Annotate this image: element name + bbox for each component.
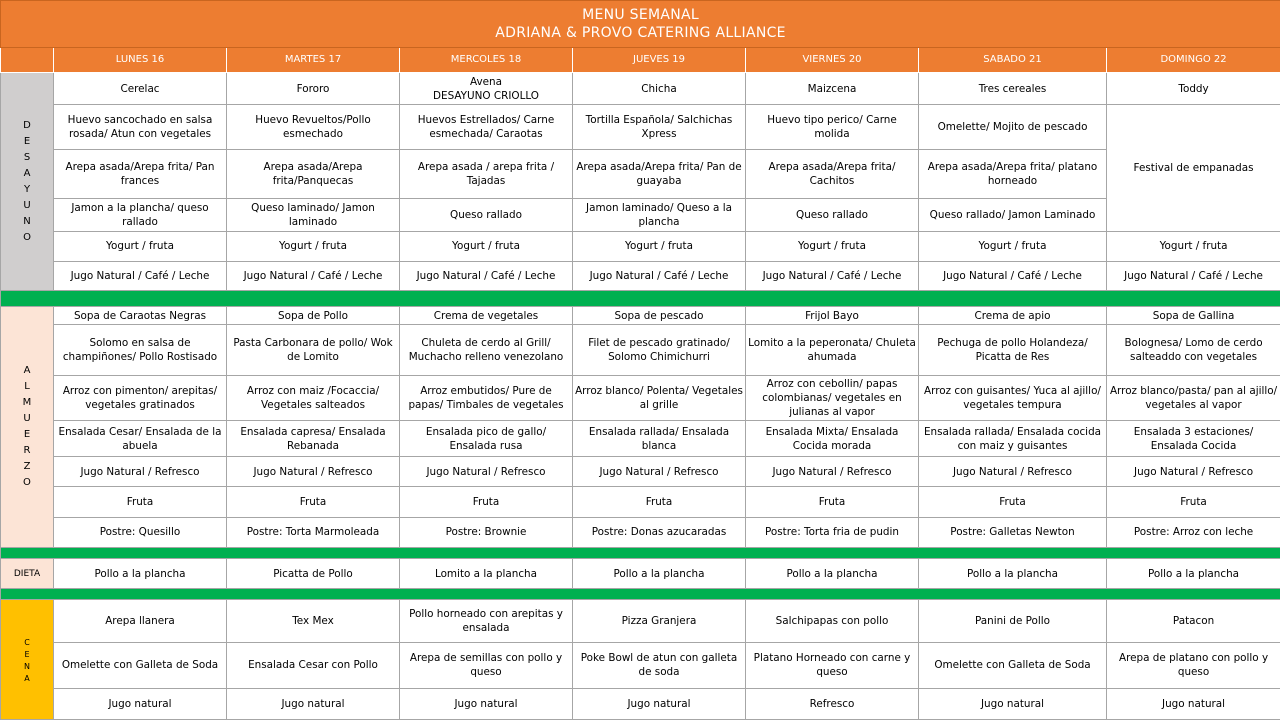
menu-cell: Tex Mex — [227, 600, 400, 642]
menu-cell: Arroz con pimenton/ arepitas/ vegetales gratinados — [54, 375, 227, 420]
day-header: MERCOLES 18 — [400, 48, 573, 73]
almuerzo-row — [1, 325, 1280, 375]
menu-cell: Fruta — [54, 487, 227, 518]
menu-cell: Salchipapas con pollo — [746, 600, 919, 642]
menu-cell: Ensalada Cesar/ Ensalada de la abuela — [54, 421, 227, 457]
menu-cell: Omelette con Galleta de Soda — [54, 642, 227, 688]
day-header: DOMINGO 22 — [1107, 48, 1280, 73]
menu-cell: Cerelac — [54, 73, 227, 105]
menu-body — [1, 1, 1280, 720]
menu-cell: Arepa asada/Arepa frita/ Pan frances — [54, 150, 227, 198]
menu-cell: Queso rallado — [400, 198, 573, 231]
menu-cell: Jugo Natural / Refresco — [400, 457, 573, 487]
menu-cell: Jugo Natural / Refresco — [919, 457, 1107, 487]
menu-cell: Arroz blanco/pasta/ pan al ajillo/ vegetales al vapor — [1107, 375, 1280, 420]
menu-cell: Toddy — [1107, 73, 1280, 105]
menu-cell: Ensalada pico de gallo/ Ensalada rusa — [400, 421, 573, 457]
menu-cell: Arepa llanera — [54, 600, 227, 642]
menu-cell: Jugo Natural / Café / Leche — [400, 261, 573, 291]
almuerzo-row — [1, 306, 1280, 325]
desayuno-row — [1, 105, 1280, 150]
menu-cell: Jugo Natural / Café / Leche — [573, 261, 746, 291]
menu-cell: Yogurt / fruta — [746, 231, 919, 261]
almuerzo-row — [1, 517, 1280, 547]
menu-cell: Jugo natural — [1107, 688, 1280, 719]
menu-cell: Queso rallado — [746, 198, 919, 231]
menu-cell: Avena DESAYUNO CRIOLLO — [400, 73, 573, 105]
menu-cell: Solomo en salsa de champiñones/ Pollo Rostisado — [54, 325, 227, 375]
section-label-almuerzo-text: A L M U E R Z O — [22, 364, 32, 488]
menu-cell: Ensalada Cesar con Pollo — [227, 642, 400, 688]
menu-cell: Yogurt / fruta — [227, 231, 400, 261]
separator-bar — [1, 291, 1280, 306]
menu-cell: Jugo Natural / Refresco — [227, 457, 400, 487]
menu-cell: Lomito a la plancha — [400, 559, 573, 589]
menu-cell: Arepa asada/Arepa frita/ Cachitos — [746, 150, 919, 198]
menu-cell: Arepa de semillas con pollo y queso — [400, 642, 573, 688]
menu-cell: Arepa de platano con pollo y queso — [1107, 642, 1280, 688]
menu-cell: Refresco — [746, 688, 919, 719]
menu-cell: Jugo Natural / Refresco — [573, 457, 746, 487]
menu-cell: Pollo a la plancha — [1107, 559, 1280, 589]
menu-cell: Fruta — [573, 487, 746, 518]
menu-cell: Filet de pescado gratinado/ Solomo Chimichurri — [573, 325, 746, 375]
menu-cell: Yogurt / fruta — [573, 231, 746, 261]
desayuno-row — [1, 150, 1280, 198]
menu-cell: Omelette/ Mojito de pescado — [919, 105, 1107, 150]
menu-cell: Jugo Natural / Refresco — [746, 457, 919, 487]
menu-cell: Huevo Revueltos/Pollo esmechado — [227, 105, 400, 150]
menu-cell: Bolognesa/ Lomo de cerdo salteaddo con vegetales — [1107, 325, 1280, 375]
menu-cell: Jugo Natural / Refresco — [1107, 457, 1280, 487]
menu-cell: Jugo natural — [919, 688, 1107, 719]
menu-cell: Sopa de Pollo — [227, 306, 400, 325]
menu-cell: Fruta — [1107, 487, 1280, 518]
menu-cell: Ensalada 3 estaciones/ Ensalada Cocida — [1107, 421, 1280, 457]
day-header: VIERNES 20 — [746, 48, 919, 73]
dieta-row — [1, 559, 1280, 589]
day-header: MARTES 17 — [227, 48, 400, 73]
almuerzo-row — [1, 375, 1280, 420]
menu-cell: Jugo Natural / Café / Leche — [1107, 261, 1280, 291]
menu-cell: Patacon — [1107, 600, 1280, 642]
menu-cell: Panini de Pollo — [919, 600, 1107, 642]
desayuno-row — [1, 73, 1280, 105]
menu-cell: Arroz con cebollin/ papas colombianas/ vegetales en julianas al vapor — [746, 375, 919, 420]
menu-cell: Arroz embutidos/ Pure de papas/ Timbales de vegetales — [400, 375, 573, 420]
menu-cell: Pollo a la plancha — [919, 559, 1107, 589]
menu-cell: Picatta de Pollo — [227, 559, 400, 589]
menu-cell: Postre: Torta Marmoleada — [227, 517, 400, 547]
menu-cell: Pizza Granjera — [573, 600, 746, 642]
menu-cell: Fruta — [227, 487, 400, 518]
day-header-row — [1, 48, 1280, 73]
menu-cell: Jugo natural — [573, 688, 746, 719]
menu-cell: Sopa de Gallina — [1107, 306, 1280, 325]
almuerzo-row — [1, 457, 1280, 487]
menu-cell: Arroz con maiz /Focaccia/ Vegetales salteados — [227, 375, 400, 420]
day-header: JUEVES 19 — [573, 48, 746, 73]
menu-cell: Jugo Natural / Café / Leche — [54, 261, 227, 291]
section-label-cena-text: C E N A — [24, 637, 30, 683]
menu-cell: Chuleta de cerdo al Grill/ Muchacho relleno venezolano — [400, 325, 573, 375]
menu-cell: Maizcena — [746, 73, 919, 105]
menu-cell: Lomito a la peperonata/ Chuleta ahumada — [746, 325, 919, 375]
menu-cell: Fruta — [746, 487, 919, 518]
menu-cell: Arepa asada/Arepa frita/ Pan de guayaba — [573, 150, 746, 198]
menu-cell: Frijol Bayo — [746, 306, 919, 325]
menu-cell: Ensalada rallada/ Ensalada blanca — [573, 421, 746, 457]
menu-cell: Jugo Natural / Café / Leche — [227, 261, 400, 291]
menu-cell: Jugo natural — [54, 688, 227, 719]
desayuno-row — [1, 198, 1280, 231]
header-corner — [1, 48, 54, 73]
menu-cell: Pasta Carbonara de pollo/ Wok de Lomito — [227, 325, 400, 375]
menu-cell: Arepa asada / arepa frita / Tajadas — [400, 150, 573, 198]
menu-cell: Jugo Natural / Café / Leche — [919, 261, 1107, 291]
menu-cell: Pollo a la plancha — [746, 559, 919, 589]
menu-cell: Queso rallado/ Jamon Laminado — [919, 198, 1107, 231]
day-header: SABADO 21 — [919, 48, 1107, 73]
menu-cell: Crema de apio — [919, 306, 1107, 325]
menu-cell: Arepa asada/Arepa frita/ platano horneado — [919, 150, 1107, 198]
menu-cell: Pollo a la plancha — [573, 559, 746, 589]
menu-cell-merged: Festival de empanadas — [1107, 105, 1280, 232]
menu-cell: Arepa asada/Arepa frita/Panquecas — [227, 150, 400, 198]
title-row — [1, 1, 1280, 48]
menu-cell: Postre: Galletas Newton — [919, 517, 1107, 547]
menu-cell: Postre: Torta fria de pudin — [746, 517, 919, 547]
menu-cell: Fruta — [400, 487, 573, 518]
menu-cell: Arroz con guisantes/ Yuca al ajillo/ vegetales tempura — [919, 375, 1107, 420]
menu-cell: Chicha — [573, 73, 746, 105]
menu-cell: Fruta — [919, 487, 1107, 518]
cena-row — [1, 600, 1280, 642]
menu-cell: Postre: Arroz con leche — [1107, 517, 1280, 547]
menu-cell: Postre: Quesillo — [54, 517, 227, 547]
menu-cell: Yogurt / fruta — [400, 231, 573, 261]
section-separator — [1, 589, 1280, 600]
section-separator — [1, 291, 1280, 306]
menu-title — [1, 1, 1280, 48]
menu-cell: Ensalada capresa/ Ensalada Rebanada — [227, 421, 400, 457]
menu-cell: Crema de vegetales — [400, 306, 573, 325]
cena-row — [1, 688, 1280, 719]
menu-cell: Jamon a la plancha/ queso rallado — [54, 198, 227, 231]
title-line-2: ADRIANA & PROVO CATERING ALLIANCE — [495, 25, 786, 42]
menu-cell: Pollo horneado con arepitas y ensalada — [400, 600, 573, 642]
section-label-desayuno — [1, 73, 54, 291]
menu-cell: Tortilla Española/ Salchichas Xpress — [573, 105, 746, 150]
separator-bar — [1, 547, 1280, 558]
menu-cell: Pechuga de pollo Holandeza/ Picatta de Res — [919, 325, 1107, 375]
menu-cell: Jugo natural — [227, 688, 400, 719]
almuerzo-row — [1, 421, 1280, 457]
menu-cell: Postre: Brownie — [400, 517, 573, 547]
menu-cell: Postre: Donas azucaradas — [573, 517, 746, 547]
section-label-desayuno-text: D E S A Y U N O — [23, 119, 31, 243]
menu-cell: Omelette con Galleta de Soda — [919, 642, 1107, 688]
menu-cell: Jugo Natural / Refresco — [54, 457, 227, 487]
menu-cell: Ensalada rallada/ Ensalada cocida con maiz y guisantes — [919, 421, 1107, 457]
section-label-dieta: DIETA — [1, 559, 54, 589]
menu-cell: Poke Bowl de atun con galleta de soda — [573, 642, 746, 688]
menu-cell: Pollo a la plancha — [54, 559, 227, 589]
section-label-almuerzo — [1, 306, 54, 547]
menu-cell: Jamon laminado/ Queso a la plancha — [573, 198, 746, 231]
menu-cell: Sopa de Caraotas Negras — [54, 306, 227, 325]
menu-cell: Sopa de pescado — [573, 306, 746, 325]
menu-cell: Jugo natural — [400, 688, 573, 719]
cena-row — [1, 642, 1280, 688]
desayuno-row — [1, 261, 1280, 291]
almuerzo-row — [1, 487, 1280, 518]
menu-cell: Queso laminado/ Jamon laminado — [227, 198, 400, 231]
menu-cell: Ensalada Mixta/ Ensalada Cocida morada — [746, 421, 919, 457]
menu-cell: Huevo tipo perico/ Carne molida — [746, 105, 919, 150]
section-separator — [1, 547, 1280, 558]
desayuno-row — [1, 231, 1280, 261]
title-line-1: MENU SEMANAL — [582, 7, 699, 24]
section-label-cena — [1, 600, 54, 720]
menu-cell: Platano Horneado con carne y queso — [746, 642, 919, 688]
menu-cell: Jugo Natural / Café / Leche — [746, 261, 919, 291]
menu-cell: Fororo — [227, 73, 400, 105]
menu-cell: Huevo sancochado en salsa rosada/ Atun con vegetales — [54, 105, 227, 150]
separator-bar — [1, 589, 1280, 600]
menu-cell: Tres cereales — [919, 73, 1107, 105]
menu-cell: Yogurt / fruta — [1107, 231, 1280, 261]
menu-cell: Huevos Estrellados/ Carne esmechada/ Caraotas — [400, 105, 573, 150]
day-header: LUNES 16 — [54, 48, 227, 73]
menu-cell: Arroz blanco/ Polenta/ Vegetales al grille — [573, 375, 746, 420]
menu-cell: Yogurt / fruta — [919, 231, 1107, 261]
menu-cell: Yogurt / fruta — [54, 231, 227, 261]
